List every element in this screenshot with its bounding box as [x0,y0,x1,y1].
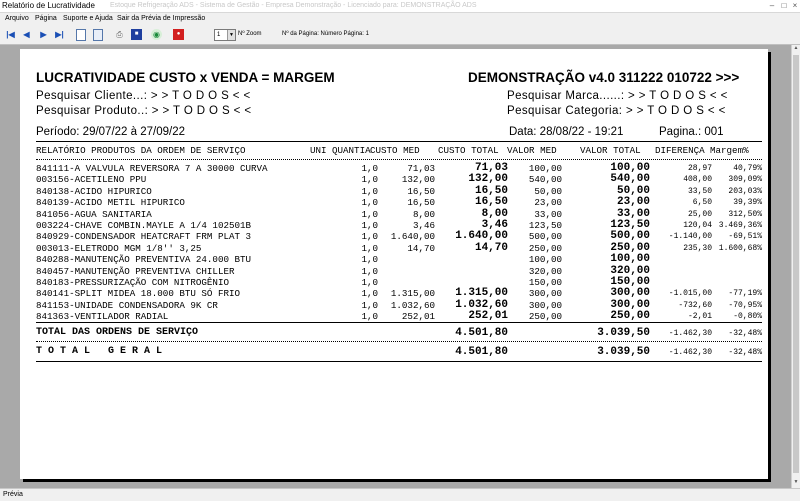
cell-margem: -70,95% [728,300,762,310]
cell-qtd: 1,0 [361,299,378,311]
preview-viewer[interactable] [0,45,800,488]
cell-valor-med: 123,50 [528,220,562,231]
total-geral-diferenca: -1.462,30 [668,348,712,357]
window-title: Relatório de Lucratividade [2,1,95,10]
col-valor-med: VALOR MED [507,145,557,156]
cell-margem: 1.600,68% [718,243,762,253]
cell-custo-med: 16,50 [407,185,435,197]
cell-custo-med: 132,00 [401,174,435,186]
menu-sair-previa[interactable]: Sair da Prévia de Impressão [117,15,206,22]
cell-diferenca: 408,00 [683,175,712,185]
total-geral-top-divider [36,341,762,342]
cell-margem: -0,80% [733,312,762,322]
cell-margem: 39,39% [733,198,762,208]
toolbar [0,26,800,45]
cell-valor-med: 320,00 [528,265,562,277]
total-os-valor: 3.039,50 [597,327,650,339]
cell-qtd: 1,0 [361,265,378,277]
total-geral-margem: -32,48% [728,348,762,357]
cell-valor-med: 50,00 [534,185,562,197]
cell-desc: 841111-A VALVULA REVERSORA 7 A 30000 CURVA [36,163,268,174]
cell-diferenca: 6,50 [692,198,712,208]
col-valor-total: VALOR TOTAL [580,145,641,156]
zoom-label: Nº Zoom [238,31,262,37]
col-custo-med: CUSTO MED [370,145,420,156]
cell-valor-total: 33,00 [616,207,650,220]
last-page-icon[interactable]: ▶| [55,30,64,39]
total-os-custo: 4.501,80 [455,327,508,339]
cell-diferenca: -2,01 [687,312,712,322]
maximize-icon[interactable]: □ [781,1,787,10]
cell-valor-total: 250,00 [610,241,650,254]
cell-desc: 841056-AGUA SANITARIA [36,208,152,220]
cell-desc: 841363-VENTILADOR RADIAL [36,311,169,323]
report-data: Data: 28/08/22 - 19:21 [509,126,624,138]
cell-qtd: 1,0 [361,185,378,197]
cell-custo-total: 16,50 [474,196,508,209]
col-margem: Margem% [710,145,749,156]
cell-qtd: 1,0 [361,163,378,174]
cell-valor-med: 500,00 [528,231,562,243]
cell-valor-total: 320,00 [610,264,650,277]
cell-margem: -77,19% [728,289,762,299]
menu-arquivo[interactable]: Arquivo [5,15,29,22]
cell-diferenca: -1.140,00 [668,232,712,242]
save-icon[interactable]: ■ [131,29,142,40]
cell-valor-total: 250,00 [610,310,650,323]
report-title: LUCRATIVIDADE CUSTO x VENDA = MARGEM [36,70,335,85]
cell-valor-med: 300,00 [528,288,562,300]
cell-qtd: 1,0 [361,288,378,300]
cell-diferenca: 25,00 [687,209,712,219]
status-text: Prévia [3,491,23,498]
cell-valor-med: 300,00 [528,299,562,311]
total-os-label: TOTAL DAS ORDENS DE SERVIÇO [36,327,199,338]
close-icon[interactable]: × [792,1,798,10]
total-os-margem: -32,48% [728,329,762,338]
col-diferenca: DIFERENÇA [655,145,705,156]
total-geral-custo: 4.501,80 [455,346,508,358]
page-info: Nº da Página: Número Página: 1 [282,31,369,37]
cell-custo-total: 132,00 [468,173,508,186]
scroll-down-icon[interactable]: ▼ [793,479,799,485]
two-pages-icon[interactable] [93,29,103,41]
cell-custo-total: 1.640,00 [455,230,508,243]
cell-valor-med: 100,00 [528,163,562,174]
cell-custo-total: 1.032,60 [455,298,508,311]
cell-valor-total: 150,00 [610,276,650,288]
cell-desc: 840141-SPLIT MIDEA 18.000 BTU SÓ FRIO [36,288,240,300]
filter-categoria: Pesquisar Categoria: > > T O D O S < < [507,105,726,117]
cell-margem: 312,50% [728,209,762,219]
filter-marca: Pesquisar Marca......: > > T O D O S < < [507,90,728,102]
col-custo-total: CUSTO TOTAL [438,145,499,156]
cell-custo-med: 16,50 [407,197,435,209]
cell-diferenca: 33,50 [687,186,712,196]
report-periodo: Período: 29/07/22 à 27/09/22 [36,126,185,138]
report-page [20,49,768,479]
cell-custo-med: 3,46 [412,220,435,231]
minimize-icon[interactable]: – [769,1,775,10]
cell-desc: 841153-UNIDADE CONDENSADORA 9K CR [36,299,218,311]
cell-valor-med: 250,00 [528,242,562,254]
total-geral-label: T O T A L G E R A L [36,346,163,357]
cell-valor-med: 23,00 [534,197,562,209]
col-uni: UNI [310,145,327,156]
cell-custo-med: 1.032,60 [390,299,435,311]
cell-valor-total: 23,00 [616,196,650,209]
menu-pagina[interactable]: Página [35,15,57,22]
cell-valor-total: 500,00 [610,230,650,243]
cell-desc: 840288-MANUTENÇÃO PREVENTIVA 24.000 BTU [36,254,252,266]
cell-desc: 840929-CONDENSADOR HEATCRAFT FRM PLAT 3 [36,231,252,243]
single-page-icon[interactable] [76,29,86,41]
cell-diferenca: 235,30 [683,243,712,253]
cell-margem: 40,79% [733,164,762,173]
globe-icon[interactable]: ◉ [151,29,162,40]
report-version: DEMONSTRAÇÃO v4.0 311222 010722 >>> [468,70,740,85]
col-desc: RELATÓRIO PRODUTOS DA ORDEM DE SERVIÇO [36,145,246,156]
total-os-diferenca: -1.462,30 [668,329,712,338]
scroll-up-icon[interactable]: ▲ [793,45,799,51]
menu-bar [0,13,800,25]
cell-diferenca: -1.015,00 [668,289,712,299]
prev-page-icon[interactable]: ◀ [23,30,30,39]
cell-custo-med: 8,00 [412,208,435,220]
cell-margem: 309,09% [728,175,762,185]
cell-custo-med: 1.315,00 [390,288,435,300]
cell-qtd: 1,0 [361,242,378,254]
cell-qtd: 1,0 [361,254,378,266]
cell-valor-med: 250,00 [528,311,562,323]
cell-custo-total: 8,00 [481,207,508,220]
cell-valor-total: 100,00 [610,253,650,266]
cell-qtd: 1,0 [361,311,378,323]
cell-custo-total: 71,03 [474,162,508,174]
cell-valor-med: 33,00 [534,208,562,220]
window-ghost-title: Estoque Refrigeração ADS - Sistema de Gestão - Empresa Demonstração - Licenciado para: DEMONSTRAÇÃO ADS [110,2,477,9]
report-pagina: Pagina.: 001 [659,126,724,138]
chevron-down-icon: ▼ [227,30,235,40]
cell-desc: 003224-CHAVE COMBIN.MAYLE A 1/4 102501B [36,220,252,231]
cell-qtd: 1,0 [361,197,378,209]
print-icon[interactable]: ⎙ [116,30,123,39]
cell-qtd: 1,0 [361,277,378,288]
cell-diferenca: -732,60 [678,300,712,310]
totals-divider [36,322,762,323]
cell-desc: 003013-ELETRODO MGM 1/8'' 3,25 [36,242,202,254]
column-header-divider [36,159,762,160]
cell-custo-total: 16,50 [474,184,508,197]
cell-valor-total: 300,00 [610,298,650,311]
page-select[interactable]: 1 ▼ [214,29,236,41]
cell-margem: 3.469,36% [718,221,762,230]
status-bar [0,488,800,501]
cell-qtd: 1,0 [361,220,378,231]
cell-desc: 840183-PRESSURIZAÇÃO COM NITROGÊNIO [36,277,229,288]
menu-suporte[interactable]: Suporte e Ajuda [63,15,113,22]
cell-diferenca: 28,97 [687,164,712,173]
scroll-thumb[interactable] [793,55,799,473]
cell-valor-med: 540,00 [528,174,562,186]
pdf-icon[interactable]: ● [173,29,184,40]
cell-valor-total: 50,00 [616,184,650,197]
cell-valor-total: 300,00 [610,287,650,300]
cell-margem: 203,03% [728,186,762,196]
cell-qtd: 1,0 [361,231,378,243]
cell-custo-total: 3,46 [481,219,508,231]
cell-desc: 840138-ACIDO HIPURICO [36,185,152,197]
total-geral-bottom-divider [36,361,762,362]
cell-diferenca: 120,04 [683,221,712,230]
filter-produto: Pesquisar Produto..: > > T O D O S < < [36,105,252,117]
cell-valor-med: 100,00 [528,254,562,266]
cell-custo-med: 1.640,00 [390,231,435,243]
total-geral-valor: 3.039,50 [597,346,650,358]
cell-qtd: 1,0 [361,208,378,220]
cell-valor-total: 540,00 [610,173,650,186]
window-titlebar [0,0,800,13]
cell-custo-total: 252,01 [468,310,508,323]
cell-custo-med: 71,03 [407,163,435,174]
cell-valor-total: 123,50 [610,219,650,231]
first-page-icon[interactable]: |◀ [6,30,15,39]
filter-cliente: Pesquisar Cliente...: > > T O D O S < < [36,90,251,102]
col-qtd: QUANTIA [332,145,371,156]
cell-qtd: 1,0 [361,174,378,186]
next-page-icon[interactable]: ▶ [40,30,47,39]
cell-custo-med: 252,01 [401,311,435,323]
cell-desc: 840139-ACIDO METIL HIPURICO [36,197,185,209]
cell-desc: 840457-MANUTENÇÃO PREVENTIVA CHILLER [36,265,235,277]
vertical-scrollbar[interactable] [791,45,800,488]
cell-custo-med: 14,70 [407,242,435,254]
cell-custo-total: 14,70 [474,241,508,254]
cell-desc: 003156-ACETILENO PPU [36,174,147,186]
cell-valor-total: 100,00 [610,162,650,174]
cell-valor-med: 150,00 [528,277,562,288]
header-divider [36,141,762,142]
cell-custo-total: 1.315,00 [455,287,508,300]
cell-margem: -69,51% [728,232,762,242]
